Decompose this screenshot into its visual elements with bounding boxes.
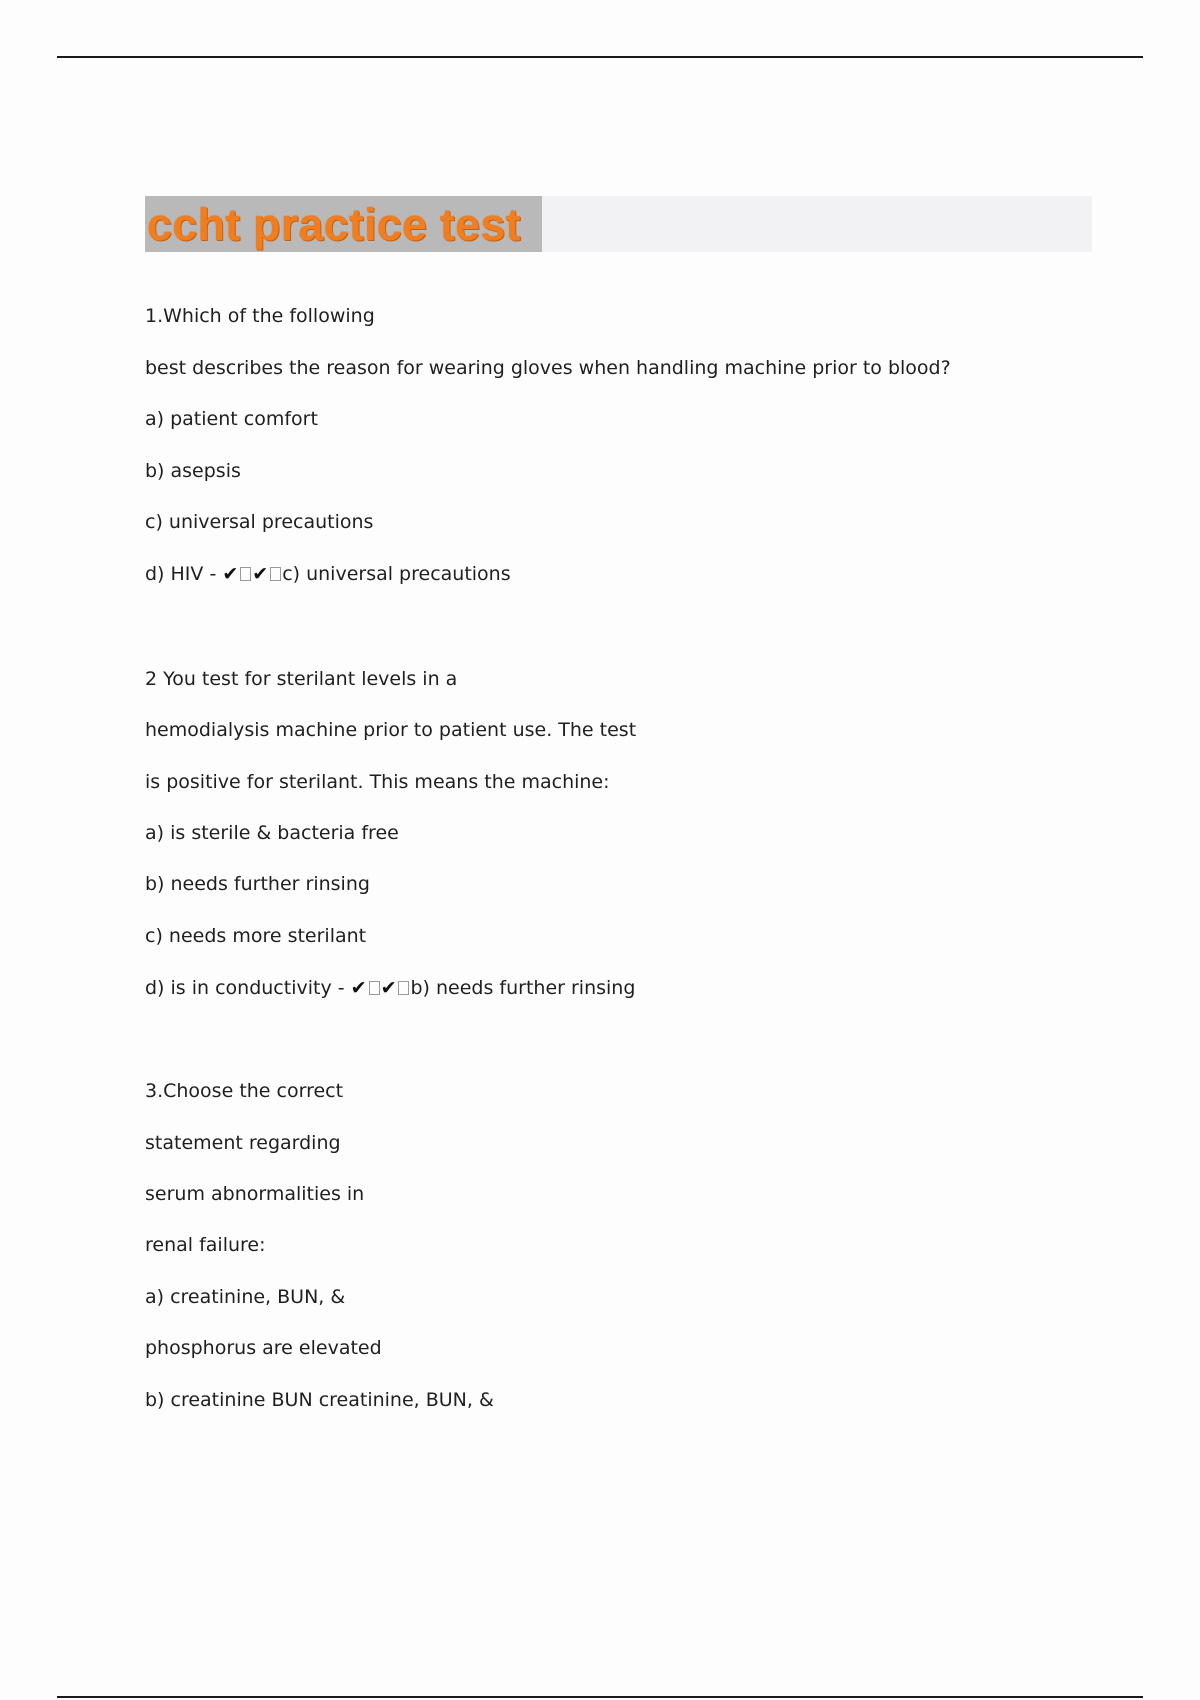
question-3-option-a-line-2: phosphorus are elevated [145,1337,382,1359]
question-1-option-b: b) asepsis [145,460,241,482]
question-2-option-a: a) is sterile & bacteria free [145,822,399,844]
checkbox-glyph-icon [240,567,251,581]
question-1-answer-line [145,562,511,586]
checkmark-icon: ✔ [252,563,269,585]
question-1-stem-line-1: 1.Which of the following [145,305,375,327]
question-3-stem-line-4: renal failure: [145,1234,266,1256]
question-1-option-d: d) HIV - [145,563,223,585]
title-highlight [145,196,542,252]
question-2-answer-line [145,976,635,1000]
checkbox-glyph-icon [270,567,281,581]
question-2-stem-line-2: hemodialysis machine prior to patient use. The test [145,719,637,741]
question-2-stem-line-3: is positive for sterilant. This means the machine: [145,771,610,793]
checkbox-glyph-icon [398,981,409,995]
checkmark-icon: ✔ [350,977,367,999]
footer-rule [57,1696,1143,1698]
question-2-option-d: d) is in conductivity - [145,977,351,999]
question-3-stem-line-3: serum abnormalities in [145,1183,365,1205]
question-2-option-b: b) needs further rinsing [145,873,370,895]
question-2-stem-line-1: 2 You test for sterilant levels in a [145,668,458,690]
header-rule [57,56,1143,58]
question-2-answer: b) needs further rinsing [410,977,636,999]
checkbox-glyph-icon [369,981,380,995]
title-banner [145,196,1092,252]
question-1-stem-line-2: best describes the reason for wearing gloves when handling machine prior to blood? [145,357,951,379]
question-1-option-c: c) universal precautions [145,511,374,533]
document-title: ccht practice test [147,198,521,250]
question-1-answer: c) universal precautions [282,563,511,585]
question-1-option-a: a) patient comfort [145,408,318,430]
question-2-option-c: c) needs more sterilant [145,925,367,947]
checkmark-icon: ✔ [380,977,397,999]
question-3-option-b: b) creatinine BUN creatinine, BUN, & [145,1389,494,1411]
question-3-option-a-line-1: a) creatinine, BUN, & [145,1286,346,1308]
checkmark-icon: ✔ [222,563,239,585]
question-3-stem-line-2: statement regarding [145,1132,341,1154]
question-3-stem-line-1: 3.Choose the correct [145,1080,344,1102]
